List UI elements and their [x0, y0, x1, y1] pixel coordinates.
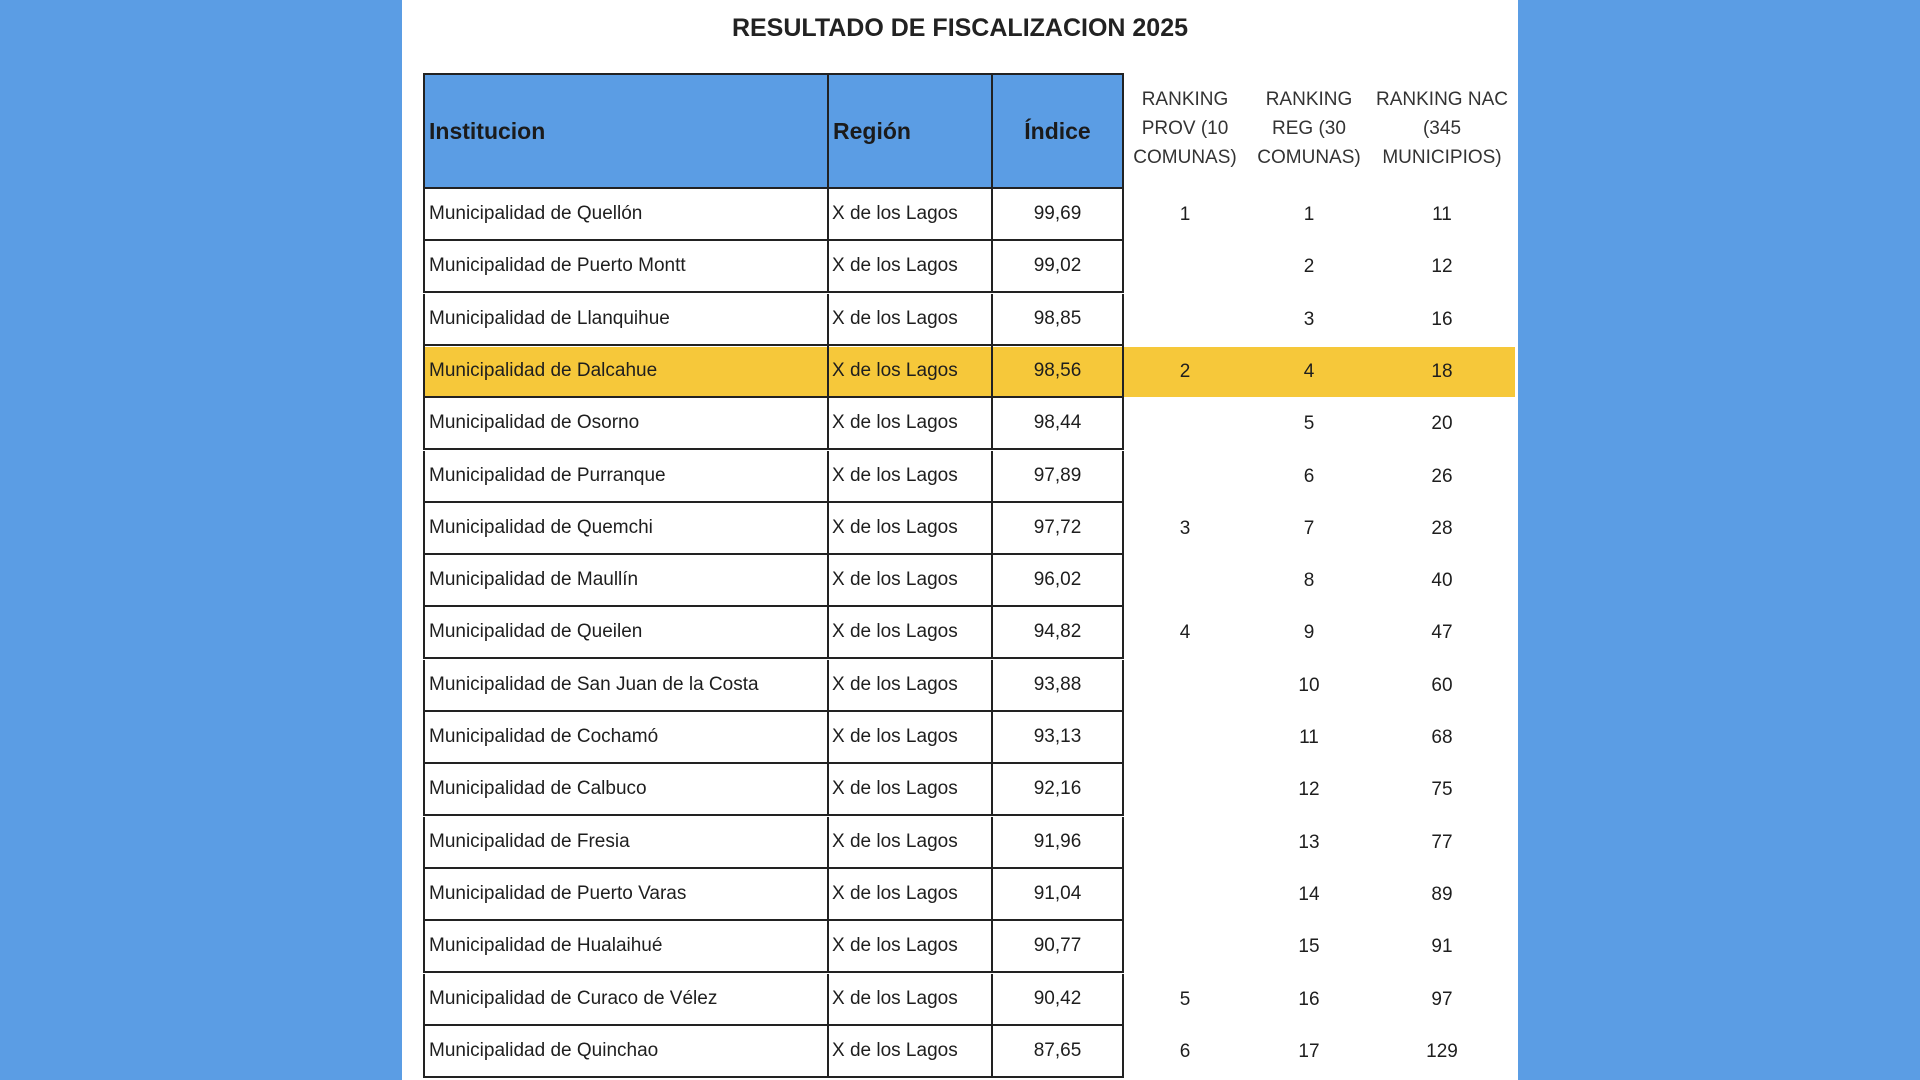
ranking-nac-cell: 40 [1431, 570, 1453, 592]
table-row [423, 607, 1515, 659]
institucion-cell: Municipalidad de Calbuco [423, 764, 827, 816]
ranking-reg-cell: 8 [1303, 570, 1315, 592]
document-page [402, 0, 1518, 1080]
ranking-nac-cell: 16 [1431, 308, 1453, 330]
ranking-prov-cell: 1 [1179, 204, 1191, 225]
indice-cell: 94,82 [991, 607, 1124, 659]
table-row [423, 764, 1515, 816]
institucion-cell: Municipalidad de Cochamó [423, 712, 827, 764]
ranking-reg-cell: 5 [1303, 413, 1315, 435]
header-ranking-reg [1247, 85, 1371, 172]
table-row [423, 974, 1515, 1026]
ranking-reg-cell: 7 [1303, 517, 1315, 539]
region-cell: X de los Lagos [827, 974, 991, 1026]
indice-cell: 90,77 [991, 921, 1124, 973]
indice-cell: 98,44 [991, 398, 1124, 450]
ranking-reg-cell: 12 [1298, 779, 1320, 801]
region-cell: X de los Lagos [827, 764, 991, 816]
ranking-prov-cell [1123, 660, 1247, 712]
ranking-reg-cell: 9 [1303, 622, 1315, 644]
institucion-cell: Municipalidad de Maullín [423, 555, 827, 607]
ranking-prov-cell [1123, 241, 1247, 293]
indice-cell: 96,02 [991, 555, 1124, 607]
region-cell: X de los Lagos [827, 451, 991, 503]
institucion-cell: Municipalidad de Llanquihue [423, 294, 827, 346]
region-cell: X de los Lagos [827, 712, 991, 764]
header-line: MUNICIPIOS) [1382, 147, 1502, 168]
indice-cell: 91,96 [991, 817, 1124, 869]
institucion-cell: Municipalidad de Osorno [423, 398, 827, 450]
header-region: Región [827, 73, 993, 189]
header-line: PROV (10 [1141, 118, 1229, 139]
ranking-prov-cell [1123, 869, 1247, 921]
institucion-cell: Municipalidad de Fresia [423, 817, 827, 869]
ranking-reg-cell: 2 [1303, 256, 1315, 278]
institucion-cell: Municipalidad de Quemchi [423, 503, 827, 555]
table-row [423, 869, 1515, 921]
ranking-nac-cell: 11 [1432, 204, 1452, 225]
ranking-nac-cell: 89 [1431, 883, 1453, 905]
ranking-reg-cell: 13 [1298, 831, 1320, 853]
indice-cell: 98,85 [991, 294, 1124, 346]
ranking-nac-cell: 77 [1431, 831, 1453, 853]
ranking-nac-cell: 26 [1431, 465, 1453, 487]
ranking-prov-cell [1123, 398, 1247, 450]
ranking-nac-cell: 12 [1431, 256, 1453, 278]
region-cell: X de los Lagos [827, 607, 991, 659]
ranking-nac-cell: 20 [1431, 413, 1453, 435]
institucion-cell: Municipalidad de Puerto Montt [423, 241, 827, 293]
header-ranking-prov [1123, 85, 1247, 172]
ranking-prov-cell: 6 [1179, 1040, 1191, 1062]
institucion-cell: Municipalidad de Queilen [423, 607, 827, 659]
ranking-prov-cell: 3 [1179, 517, 1191, 539]
ranking-prov-cell [1123, 555, 1247, 607]
header-indice: Índice [991, 73, 1124, 189]
header-line: RANKING NAC [1376, 89, 1508, 110]
region-cell: X de los Lagos [827, 869, 991, 921]
ranking-reg-cell: 17 [1298, 1040, 1320, 1062]
region-cell: X de los Lagos [827, 189, 991, 241]
header-line: (345 [1422, 118, 1462, 139]
region-cell: X de los Lagos [827, 817, 991, 869]
indice-cell: 91,04 [991, 869, 1124, 921]
ranking-prov-cell [1123, 764, 1247, 816]
table-row [423, 1026, 1515, 1078]
indice-cell: 97,89 [991, 451, 1124, 503]
region-cell: X de los Lagos [827, 555, 991, 607]
region-cell: X de los Lagos [827, 503, 991, 555]
indice-cell: 87,65 [991, 1026, 1124, 1078]
region-cell: X de los Lagos [827, 1026, 991, 1078]
ranking-prov-cell [1123, 921, 1247, 973]
indice-cell: 99,69 [991, 189, 1124, 241]
ranking-prov-cell [1123, 294, 1247, 346]
indice-cell: 97,72 [991, 503, 1124, 555]
table-row-highlighted [423, 346, 1515, 398]
institucion-cell: Municipalidad de Puerto Varas [423, 869, 827, 921]
ranking-prov-cell [1123, 817, 1247, 869]
ranking-prov-cell: 4 [1179, 622, 1191, 644]
institucion-cell: Municipalidad de Quellón [423, 189, 827, 241]
institucion-cell: Municipalidad de Dalcahue [423, 346, 827, 398]
table-row [423, 921, 1515, 973]
ranking-nac-cell: 60 [1431, 674, 1453, 696]
header-line: RANKING [1265, 89, 1353, 110]
table-row [423, 712, 1515, 764]
table-row [423, 451, 1515, 503]
institucion-cell: Municipalidad de Quinchao [423, 1026, 827, 1078]
header-ranking-nac [1371, 85, 1513, 172]
ranking-nac-cell: 68 [1431, 727, 1453, 748]
header-line: REG (30 [1272, 118, 1346, 139]
table-row [423, 503, 1515, 555]
header-line: COMUNAS) [1133, 147, 1237, 168]
table-row [423, 189, 1515, 241]
table-row [423, 398, 1515, 450]
table-row [423, 555, 1515, 607]
indice-cell: 90,42 [991, 974, 1124, 1026]
ranking-nac-cell: 97 [1431, 988, 1453, 1010]
ranking-nac-cell: 28 [1431, 517, 1453, 539]
region-cell: X de los Lagos [827, 660, 991, 712]
ranking-nac-cell: 91 [1431, 936, 1453, 958]
region-cell: X de los Lagos [827, 921, 991, 973]
region-cell: X de los Lagos [827, 294, 991, 346]
ranking-nac-cell: 18 [1431, 360, 1453, 382]
ranking-prov-cell [1123, 712, 1247, 764]
institucion-cell: Municipalidad de Curaco de Vélez [423, 974, 827, 1026]
ranking-reg-cell: 11 [1299, 727, 1319, 748]
ranking-prov-cell: 2 [1179, 360, 1191, 382]
ranking-reg-cell: 6 [1303, 465, 1315, 487]
institucion-cell: Municipalidad de San Juan de la Costa [423, 660, 827, 712]
indice-cell: 93,88 [991, 660, 1124, 712]
institucion-cell: Municipalidad de Hualaihué [423, 921, 827, 973]
header-institucion: Institucion [423, 73, 829, 189]
header-line: COMUNAS) [1257, 147, 1361, 168]
ranking-reg-cell: 15 [1298, 936, 1320, 958]
ranking-reg-cell: 16 [1298, 988, 1320, 1010]
table-row [423, 241, 1515, 293]
table-row [423, 294, 1515, 346]
ranking-reg-cell: 14 [1298, 883, 1320, 905]
region-cell: X de los Lagos [827, 241, 991, 293]
header-line: RANKING [1141, 89, 1229, 110]
table-row [423, 660, 1515, 712]
ranking-reg-cell: 10 [1298, 674, 1320, 696]
indice-cell: 93,13 [991, 712, 1124, 764]
indice-cell: 99,02 [991, 241, 1124, 293]
indice-cell: 98,56 [991, 346, 1124, 398]
ranking-nac-cell: 75 [1431, 779, 1453, 801]
ranking-prov-cell: 5 [1179, 988, 1191, 1010]
ranking-prov-cell [1123, 451, 1247, 503]
document-title: RESULTADO DE FISCALIZACION 2025 [731, 14, 1189, 42]
ranking-nac-cell: 129 [1426, 1040, 1458, 1062]
institucion-cell: Municipalidad de Purranque [423, 451, 827, 503]
table-row [423, 817, 1515, 869]
region-cell: X de los Lagos [827, 346, 991, 398]
region-cell: X de los Lagos [827, 398, 991, 450]
ranking-reg-cell: 1 [1303, 204, 1315, 225]
ranking-reg-cell: 4 [1303, 360, 1315, 382]
ranking-reg-cell: 3 [1303, 308, 1315, 330]
indice-cell: 92,16 [991, 764, 1124, 816]
ranking-nac-cell: 47 [1431, 622, 1453, 644]
